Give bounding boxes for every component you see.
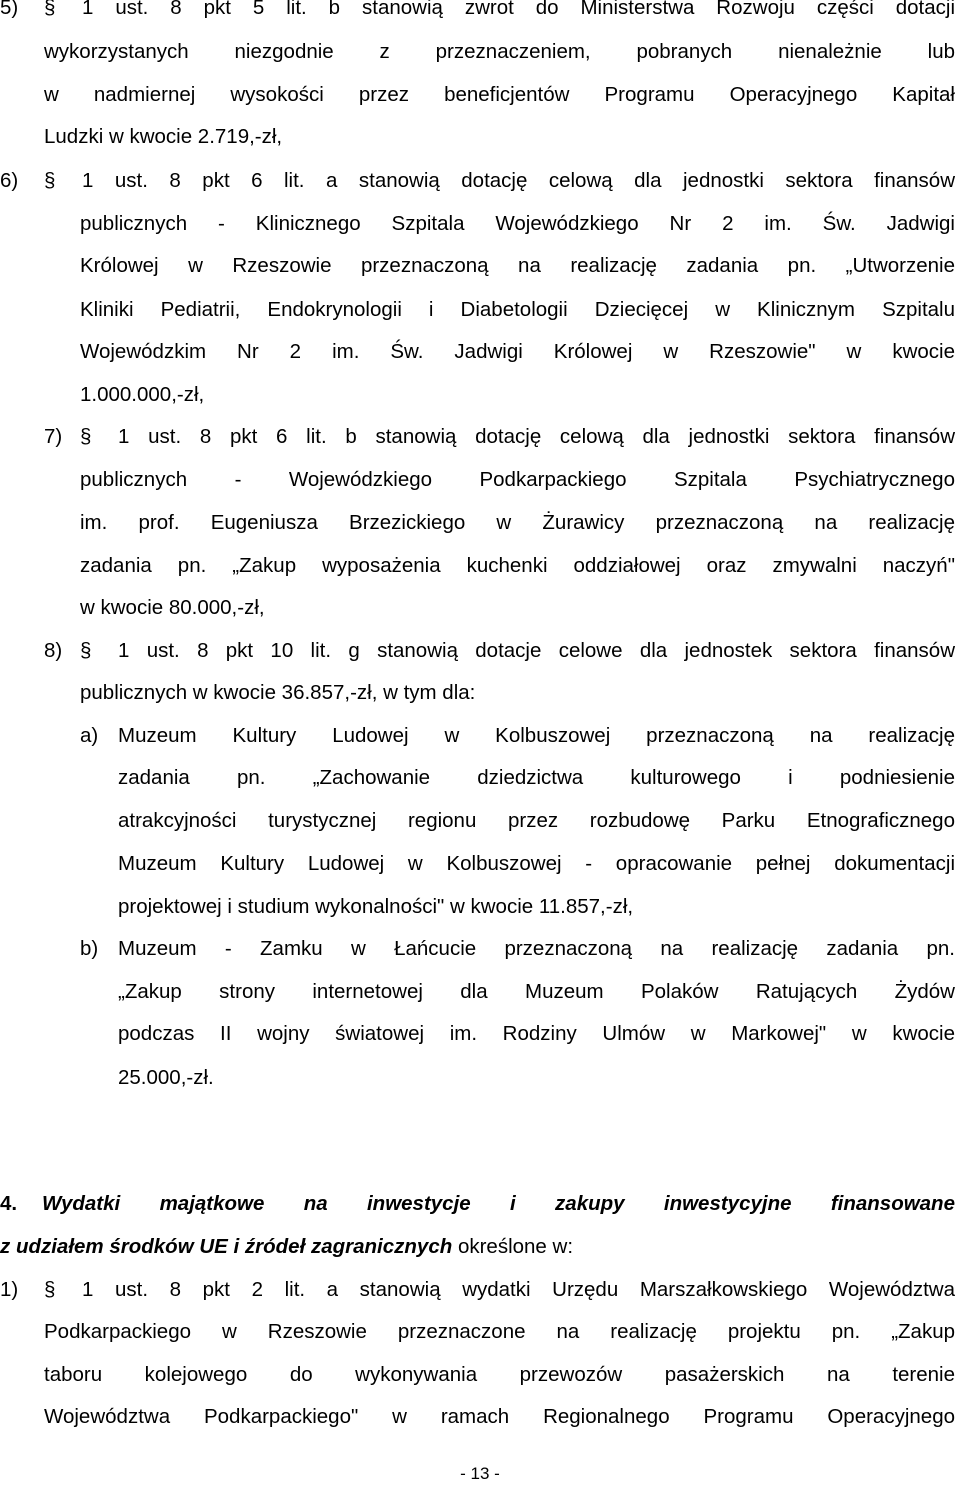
- text-line: „Zakup strony internetowej dla Muzeum Polaków Ratujących Żydów: [118, 980, 955, 1003]
- item-7-first-line: [0, 421, 960, 453]
- section-sign: §: [44, 169, 56, 192]
- text-line: 25.000,-zł.: [118, 1066, 214, 1089]
- text-line: projektowej i studium wykonalności" w kwocie 11.857,-zł,: [118, 895, 634, 918]
- text-line: Królowej w Rzeszowie przeznaczoną na realizację zadania pn. „Utworzenie: [80, 254, 955, 277]
- section-sign: §: [80, 425, 92, 448]
- text-line: wykorzystanych niezgodnie z przeznaczeniem, pobranych nienależnie lub: [44, 40, 955, 63]
- text-line: Ludzki w kwocie 2.719,-zł,: [44, 125, 283, 148]
- item-8-first-line: [0, 635, 960, 667]
- section-sign: §: [44, 0, 56, 19]
- text-line: Wojewódzkim Nr 2 im. Św. Jadwigi Królowej w Rzeszowie" w kwocie: [80, 340, 955, 363]
- section-sign: §: [80, 639, 92, 662]
- text-line: zadania pn. „Zakup wyposażenia kuchenki oddziałowej oraz zmywalni naczyń": [80, 554, 955, 577]
- section-4-item-1-first-line: [0, 1274, 960, 1306]
- text-line: taboru kolejowego do wykonywania przewozów pasażerskich na terenie: [44, 1363, 955, 1386]
- text-line: publicznych w kwocie 36.857,-zł, w tym dla:: [80, 681, 476, 704]
- text-line: zadania pn. „Zachowanie dziedzictwa kulturowego i podniesienie: [118, 766, 955, 789]
- item-text: 1 ust. 8 pkt 6 lit. a stanowią dotację celową dla jednostki sektora finansów: [82, 169, 955, 192]
- item-text: 1 ust. 8 pkt 2 lit. a stanowią wydatki Urzędu Marszałkowskiego Województwa: [82, 1278, 955, 1301]
- sub-item-b-first-line: b) Muzeum - Zamku w Łańcucie przeznaczoną na realizację zadania pn.: [0, 933, 960, 965]
- text-line: Podkarpackiego w Rzeszowie przeznaczone na realizację projektu pn. „Zakup: [44, 1320, 955, 1343]
- text-line: 1.000.000,-zł,: [80, 383, 205, 406]
- item-6-first-line: [0, 165, 960, 197]
- item-number: 7): [44, 425, 63, 448]
- item-5-first-line: [0, 0, 960, 24]
- item-text: 1 ust. 8 pkt 10 lit. g stanowią dotacje celowe dla jednostek sektora finansów: [118, 639, 955, 662]
- section-heading-emphasis: z udziałem środków UE i źródeł zagranicznych: [0, 1235, 453, 1258]
- sub-item-label: a): [80, 724, 99, 747]
- text-line: atrakcyjności turystycznej regionu przez rozbudowę Parku Etnograficznego: [118, 809, 955, 832]
- text-line: publicznych - Klinicznego Szpitala Wojewódzkiego Nr 2 im. Św. Jadwigi: [80, 212, 955, 235]
- text-line: w kwocie 80.000,-zł,: [80, 596, 265, 619]
- text-line: im. prof. Eugeniusza Brzezickiego w Żurawicy przeznaczoną na realizację: [80, 511, 955, 534]
- text-line: podczas II wojny światowej im. Rodziny Ulmów w Markowej" w kwocie: [118, 1022, 955, 1045]
- sub-item-label: b): [80, 937, 99, 960]
- section-sign: §: [44, 1278, 56, 1301]
- item-number: 8): [44, 639, 63, 662]
- section-4-heading-line2: [0, 1231, 960, 1263]
- item-number: 5): [0, 0, 19, 19]
- item-number: 6): [0, 169, 19, 192]
- item-number: 1): [0, 1278, 19, 1301]
- section-number: 4.: [0, 1192, 18, 1215]
- text-line: publicznych - Wojewódzkiego Podkarpackiego Szpitala Psychiatrycznego: [80, 468, 955, 491]
- section-heading-rest: określone w:: [452, 1235, 574, 1258]
- text-line: w nadmiernej wysokości przez beneficjentów Programu Operacyjnego Kapitał: [44, 83, 955, 106]
- item-text: 1 ust. 8 pkt 6 lit. b stanowią dotację celową dla jednostki sektora finansów: [118, 425, 955, 448]
- page-number: - 13 -: [460, 1464, 500, 1483]
- section-4-heading: [0, 1188, 960, 1220]
- text-line: Województwa Podkarpackiego" w ramach Regionalnego Programu Operacyjnego: [44, 1405, 955, 1428]
- section-heading-line1: Wydatki majątkowe na inwestycje i zakupy inwestycyjne finansowane: [42, 1192, 955, 1215]
- sub-item-a-first-line: a) Muzeum Kultury Ludowej w Kolbuszowej przeznaczoną na realizację: [0, 720, 960, 752]
- text-line: Muzeum Kultury Ludowej w Kolbuszowej - opracowanie pełnej dokumentacji: [118, 852, 955, 875]
- text-line: Kliniki Pediatrii, Endokrynologii i Diabetologii Dziecięcej w Klinicznym Szpitalu: [80, 298, 955, 321]
- item-text: 1 ust. 8 pkt 5 lit. b stanowią zwrot do Ministerstwa Rozwoju części dotacji: [82, 0, 955, 19]
